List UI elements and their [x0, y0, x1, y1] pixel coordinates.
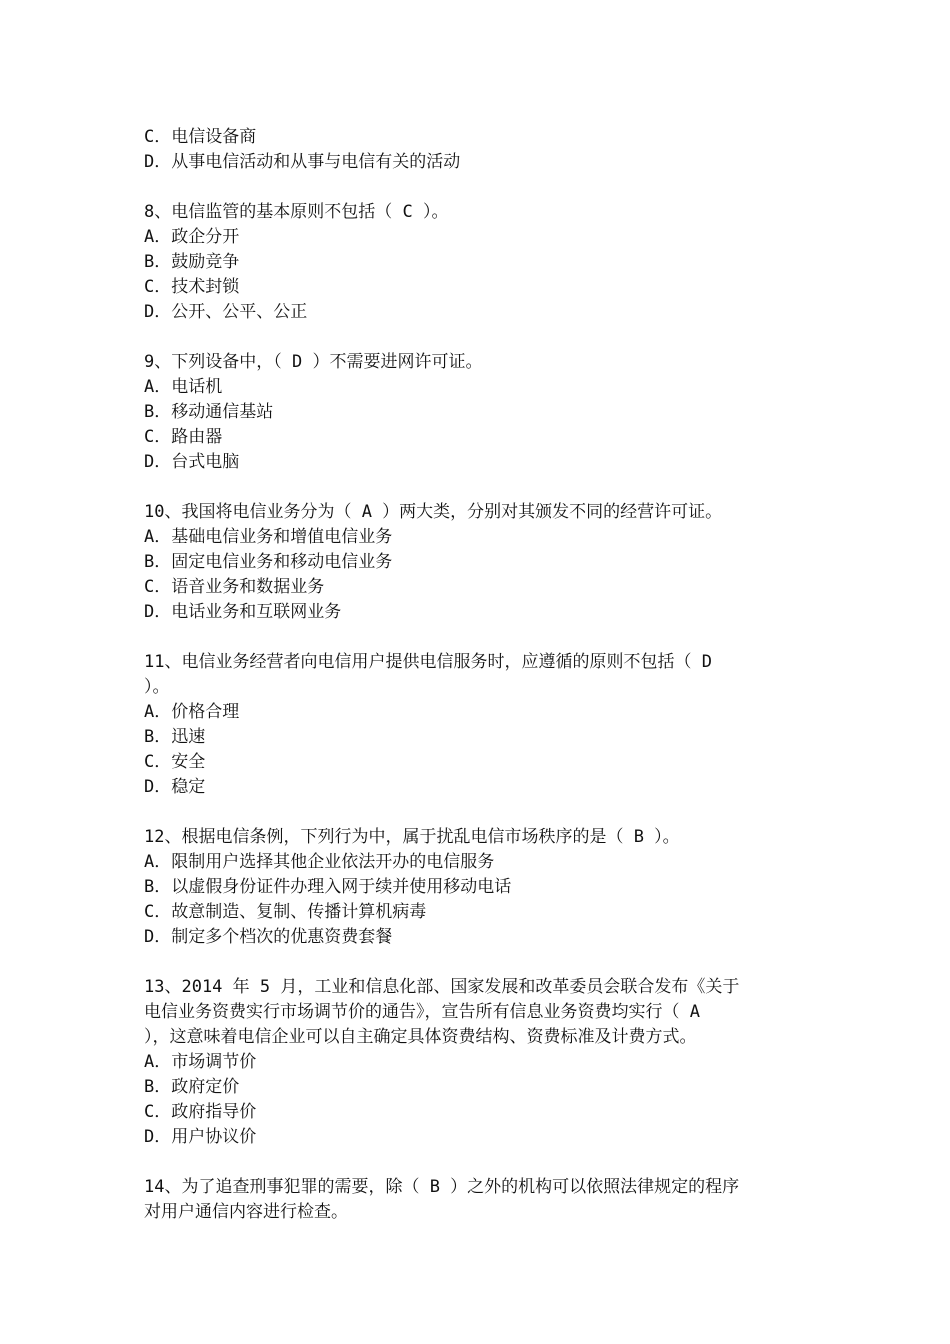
- option-c: C．路由器: [144, 427, 223, 447]
- option-b: B．移动通信基站: [144, 402, 274, 422]
- question-text-cont: 对用户通信内容进行检查。: [144, 1202, 348, 1222]
- option-c: C．技术封锁: [144, 277, 240, 297]
- question-text-cont: ）。: [144, 677, 170, 697]
- question-text: 12、根据电信条例，下列行为中，属于扰乱电信市场秩序的是（ B ）。: [144, 827, 680, 847]
- question-13: [144, 975, 812, 1150]
- option-c: C．故意制造、复制、传播计算机病毒: [144, 902, 427, 922]
- question-text: 11、电信业务经营者向电信用户提供电信服务时，应遵循的原则不包括（ D: [144, 652, 712, 672]
- option-d: D．从事电信活动和从事与电信有关的活动: [144, 152, 461, 172]
- question-text-cont: ），这意味着电信企业可以自主确定具体资费结构、资费标准及计费方式。: [144, 1027, 697, 1047]
- option-d: D．制定多个档次的优惠资费套餐: [144, 927, 393, 947]
- option-d: D．用户协议价: [144, 1127, 257, 1147]
- question-text: 13、2014 年 5 月，工业和信息化部、国家发展和改革委员会联合发布《关于: [144, 977, 740, 997]
- option-d: D．稳定: [144, 777, 206, 797]
- question-11: [144, 650, 812, 800]
- question-12: [144, 825, 812, 950]
- document-page: [144, 125, 812, 1225]
- question-text-cont: 电信业务资费实行市场调节价的通告》，宣告所有信息业务资费均实行（ A: [144, 1002, 700, 1022]
- option-a: A．市场调节价: [144, 1052, 257, 1072]
- option-d: D．电话业务和互联网业务: [144, 602, 342, 622]
- option-a: A．政企分开: [144, 227, 240, 247]
- question-9: [144, 350, 812, 475]
- option-b: B．鼓励竞争: [144, 252, 240, 272]
- option-c: C．电信设备商: [144, 127, 257, 147]
- option-b: B．政府定价: [144, 1077, 240, 1097]
- option-c: C．安全: [144, 752, 206, 772]
- option-d: D．公开、公平、公正: [144, 302, 308, 322]
- question-text: 14、为了追查刑事犯罪的需要，除（ B ）之外的机构可以依照法律规定的程序: [144, 1177, 740, 1197]
- option-a: A．基础电信业务和增值电信业务: [144, 527, 393, 547]
- question-14: [144, 1175, 812, 1225]
- option-b: B．迅速: [144, 727, 206, 747]
- question-7-tail: [144, 125, 812, 175]
- option-b: B．固定电信业务和移动电信业务: [144, 552, 393, 572]
- question-text: 9、下列设备中，（ D ）不需要进网许可证。: [144, 352, 483, 372]
- option-d: D．台式电脑: [144, 452, 240, 472]
- question-8: [144, 200, 812, 325]
- option-a: A．电话机: [144, 377, 223, 397]
- option-a: A．限制用户选择其他企业依法开办的电信服务: [144, 852, 495, 872]
- question-text: 10、我国将电信业务分为（ A ）两大类，分别对其颁发不同的经营许可证。: [144, 502, 723, 522]
- option-c: C．语音业务和数据业务: [144, 577, 325, 597]
- option-b: B．以虚假身份证件办理入网于续并使用移动电话: [144, 877, 512, 897]
- question-10: [144, 500, 812, 625]
- option-c: C．政府指导价: [144, 1102, 257, 1122]
- question-text: 8、电信监管的基本原则不包括（ C ）。: [144, 202, 449, 222]
- option-a: A．价格合理: [144, 702, 240, 722]
